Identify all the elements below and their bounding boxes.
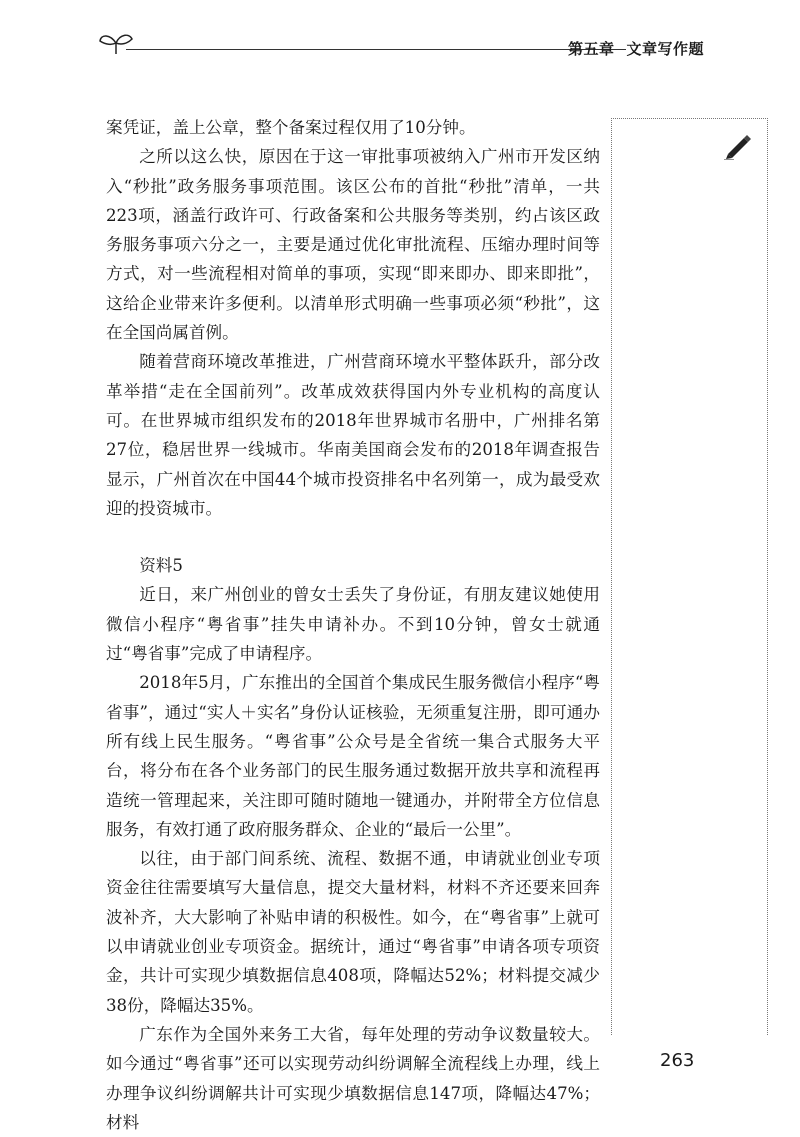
body-text xyxy=(106,113,600,1137)
notes-margin-box xyxy=(611,118,768,1035)
paragraph: 近日，来广州创业的曾女士丢失了身份证，有朋友建议她使用微信小程序“粤省事”挂失申请补办。不到10分钟，曾女士就通过“粤省事”完成了申请程序。 xyxy=(106,585,600,664)
paragraph: 广东作为全国外来务工大省，每年处理的劳动争议数量较大。如今通过“粤省事”还可以实现劳动纠纷调解全流程线上办理，线上办理争议纠纷调解共计可实现少填数据信息147项，降幅达47%；材料 xyxy=(106,1024,600,1132)
pen-icon xyxy=(722,130,752,160)
chapter-title: 文章写作题 xyxy=(626,40,704,58)
page-number: 263 xyxy=(660,1050,695,1071)
chapter-label: 第五章 xyxy=(567,40,615,58)
header-rule xyxy=(126,49,626,50)
paragraph: 之所以这么快，原因在于这一审批事项被纳入广州市开发区纳入“秒批”政务服务事项范围。该区公布的首批“秒批”清单，一共223项，涵盖行政许可、行政备案和公共服务等类别，约占该区政务服务事项六分之一，主要是通过优化审批流程、压缩办理时间等方式，对一些流程相对简单的事项，实现“即来即办、即来即批”，这给企业带来许多便利。以清单形式明确一些事项必须“秒批”，这在全国尚属首例。 xyxy=(106,147,600,343)
paragraph: 随着营商环境改革推进，广州营商环境水平整体跃升，部分改革举措“走在全国前列”。改革成效获得国内外专业机构的高度认可。在世界城市组织发布的2018年世界城市名册中，广州排名第27位，稳居世界一线城市。华南美国商会发布的2018年调查报告显示，广州首次在中国44个城市投资排名中名列第一，成为最受欢迎的投资城市。 xyxy=(106,352,600,518)
paragraph: 案凭证，盖上公章，整个备案过程仅用了10分钟。 xyxy=(106,118,476,137)
paragraph: 以往，由于部门间系统、流程、数据不通，申请就业创业专项资金往往需要填写大量信息，提交大量材料，材料不齐还要来回奔波补齐，大大影响了补贴申请的积极性。如今，在“粤省事”上就可以申请就业创业专项资金。据统计，通过“粤省事”申请各项专项资金，共计可实现少填数据信息408项，降幅达52%；材料提交减少38份，降幅达35%。 xyxy=(106,849,600,1015)
section-title: 资料5 xyxy=(139,556,183,576)
chapter-heading xyxy=(556,38,704,59)
page-header xyxy=(96,26,710,66)
leaf-sprout-icon xyxy=(96,28,136,58)
paragraph: 2018年5月，广东推出的全国首个集成民生服务微信小程序“粤省事”，通过“实人＋实名”身份认证核验，无须重复注册，即可通办所有线上民生服务。“粤省事”公众号是全省统一集合式服务大平台，将分布在各个业务部门的民生服务通过数据开放共享和流程再造统一管理起来，关注即可随时随地一键通办，并附带全方位信息服务，有效打通了政府服务群众、企业的“最后一公里”。 xyxy=(106,673,600,839)
